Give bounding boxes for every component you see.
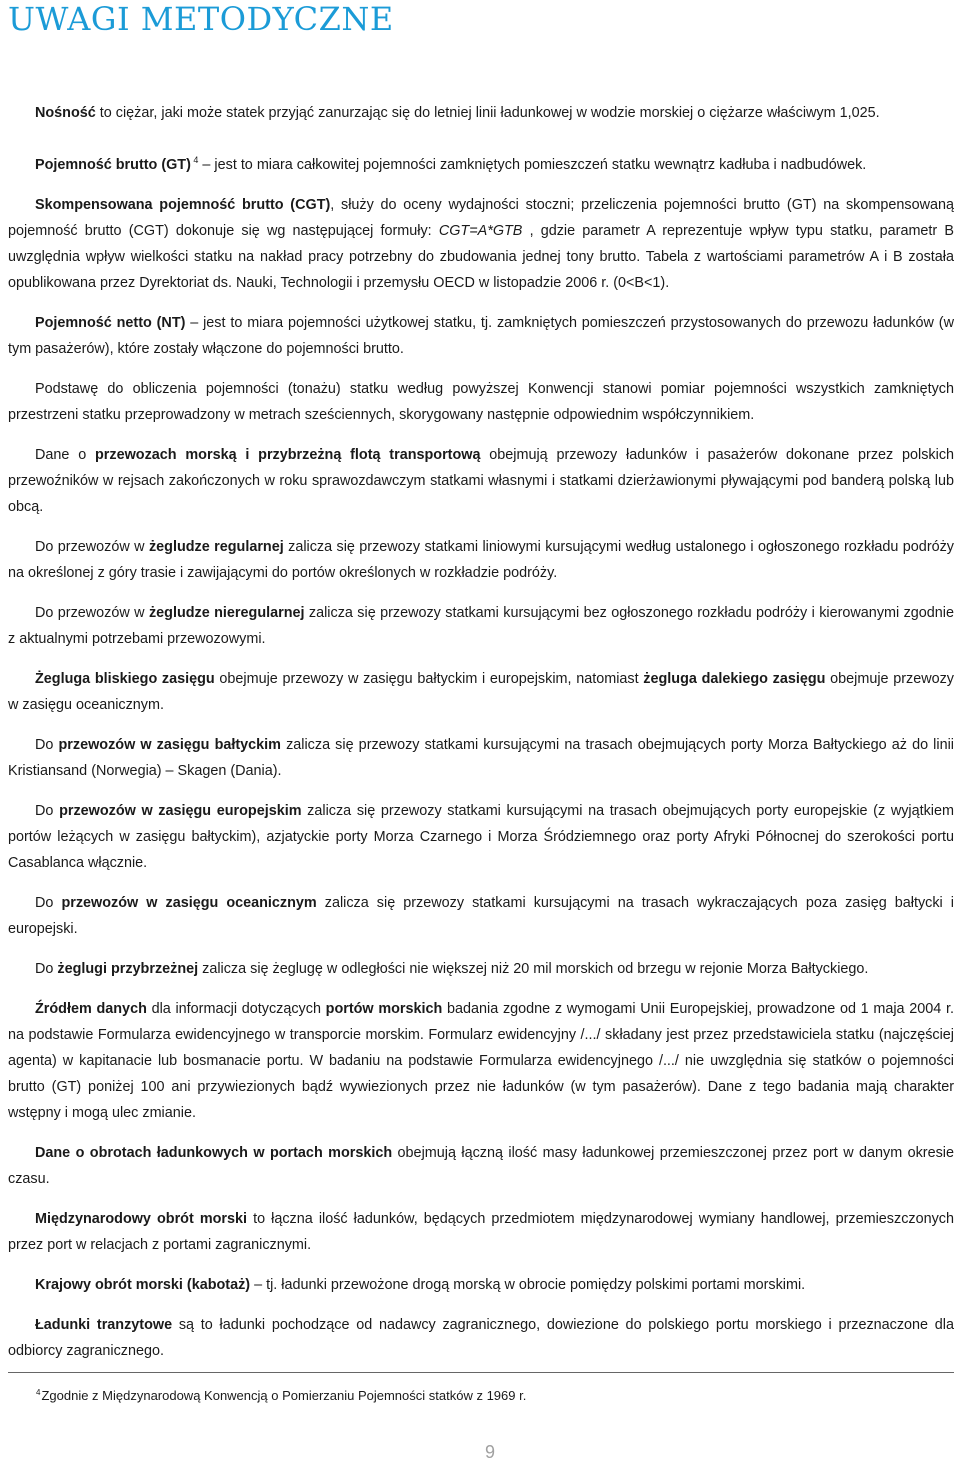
term: Żegluga bliskiego zasięgu	[35, 671, 215, 687]
paragraph	[8, 192, 954, 296]
paragraph	[8, 600, 954, 652]
text-run: – jest to miara całkowitej pojemności zamkniętych pomieszczeń statku wewnątrz kadłuba i nadbudówek.	[198, 157, 867, 173]
term: przewozach morską i przybrzeżną flotą transportową	[95, 447, 481, 463]
text-run: Do	[35, 737, 59, 753]
term: Ładunki tranzytowe	[35, 1317, 173, 1333]
page-title: UWAGI METODYCZNE	[8, 0, 394, 38]
text-run: zalicza się przewozy statkami kursującymi bez ogłoszonego rozkładu podróży i kierowanymi zgodnie z aktualnymi potrzebami przewozowymi.	[8, 605, 955, 647]
term: Nośność	[35, 105, 96, 121]
term: żegludze regularnej	[148, 539, 284, 555]
text-run: – jest to miara pojemności użytkowej statku, tj. zamkniętych pomieszczeń przystosowanych do przewozu ładunków (w tym pasażerów), które zostały włączone do pojemności brutto.	[8, 315, 954, 357]
term: Dane o obrotach ładunkowych w portach morskich	[35, 1145, 393, 1161]
text-run: są to ładunki pochodzące od nadawcy zagranicznego, dowiezione do polskiego portu morskiego i przeznaczone dla odbiorcy zagranicznego.	[8, 1317, 954, 1359]
paragraph	[8, 376, 954, 428]
text-run: obejmuje przewozy w zasięgu bałtyckim i europejskim, natomiast	[214, 671, 644, 687]
paragraph	[8, 100, 954, 126]
term: Pojemność brutto (GT)	[35, 157, 191, 173]
text-run: – tj. ładunki przewożone drogą morską w obrocie pomiędzy polskimi portami morskimi.	[250, 1277, 806, 1293]
text-run: obejmują łączną ilość masy ładunkowej przemieszczonej przez port w danym okresie czasu.	[8, 1145, 954, 1187]
text-run: Podstawę do obliczenia pojemności (tonażu) statku według powyższej Konwencji stanowi pomiar pojemności wszystkich zamkniętych przestrzeni statku przeprowadzony w metrach sześciennych, skorygowany następnie odpowiednim współczynnikiem.	[8, 381, 954, 423]
formula: CGT=A*GTB	[438, 223, 523, 239]
paragraph	[8, 890, 954, 942]
text-run: , gdzie parametr A reprezentuje wpływ typu statku, parametr B uwzględnia wpływ wielkości statku na nakład pracy potrzebny do zbudowania jednej tony brutto. Tabela z wartościami parametrów A i B została opublikowana przez Dyrektoriat ds. Nauki, Technologii i przemysłu OECD w listopadzie 2006 r. (0<B<1).	[8, 223, 954, 291]
term: Międzynarodowy obrót morski	[35, 1211, 248, 1227]
paragraph	[8, 1312, 954, 1364]
paragraph	[8, 798, 954, 876]
term: Źródłem danych	[35, 1001, 147, 1017]
term: żegluga dalekiego zasięgu	[643, 671, 826, 687]
term: Skompensowana pojemność brutto (CGT)	[35, 197, 331, 213]
text-run: zalicza się przewozy statkami kursującymi na trasach obejmujących porty Morza Bałtyckiego aż do linii Kristiansand (Norwegia) – Skagen (Dania).	[8, 737, 954, 779]
text-run: to łączna ilość ładunków, będących przedmiotem międzynarodowej wymiany handlowej, przemieszczonych przez port w relacjach z portami zagranicznymi.	[8, 1211, 954, 1253]
text-run: zalicza się przewozy statkami liniowymi kursującymi według ustalonego i ogłoszonego rozkładu podróży na określonej z góry trasie i zawijającymi do portów określonych w rozkładzie podróży.	[8, 539, 954, 581]
term: żeglugi przybrzeżnej	[57, 961, 199, 977]
text-run: , służy do oceny wydajności stoczni; przeliczenia pojemności brutto (GT) na skompensowaną pojemność brutto (CGT) dokonuje się wg następującej formuły:	[8, 197, 954, 239]
footnote-ref: 4	[190, 155, 199, 166]
paragraph	[8, 310, 954, 362]
term: przewozów w zasięgu bałtyckim	[58, 737, 281, 753]
text-run: Do	[35, 803, 60, 819]
paragraph	[8, 1140, 954, 1192]
footnote	[36, 1388, 526, 1403]
term: Pojemność netto (NT)	[35, 315, 186, 331]
text-run: dla informacji dotyczących	[146, 1001, 326, 1017]
text-run: zalicza się przewozy statkami kursującymi na trasach obejmujących porty europejskie (z wyjątkiem portów leżących w zasięgu bałtyckim), azjatyckie porty Morza Czarnego i Morza Śródziemnego oraz porty Afryki Północnej do szerokości portu Casablanca włącznie.	[8, 803, 954, 871]
paragraph	[8, 534, 954, 586]
text-run: Dane o	[35, 447, 96, 463]
text-run: Do	[35, 961, 58, 977]
text-run: Do	[35, 895, 62, 911]
term: przewozów w zasięgu europejskim	[59, 803, 302, 819]
paragraph	[8, 666, 954, 718]
text-run: to ciężar, jaki może statek przyjąć zanurzając się do letniej linii ładunkowej w wodzie morskiej o ciężarze właściwym 1,025.	[95, 105, 880, 121]
text-run: badania zgodne z wymogami Unii Europejskiej, prowadzone od 1 maja 2004 r. na podstawie Formularza ewidencyjnego w transporcie morskim. Formularz ewidencyjny /.../ składany jest przez przedstawiciela statku (najczęściej agenta) w kapitanacie lub bosmanacie portu. W badaniu na podstawie Formularza ewidencyjnego /.../ nie uwzględnia się statków o pojemności brutto (GT) poniżej 100 ani przywiezionych bądź wywiezionych przez nie ładunków (w tym pasażerów). Dane z tego badania mają charakter wstępny i mogą ulec zmianie.	[8, 1001, 954, 1121]
text-run: Do przewozów w	[35, 605, 149, 621]
term: przewozów w zasięgu oceanicznym	[61, 895, 317, 911]
term: portów morskich	[325, 1001, 443, 1017]
term: żegludze nieregularnej	[148, 605, 305, 621]
footnote-divider	[8, 1372, 954, 1373]
term: Krajowy obrót morski (kabotaż)	[35, 1277, 251, 1293]
paragraph	[8, 1272, 954, 1298]
text-run: Do przewozów w	[35, 539, 149, 555]
paragraph	[8, 732, 954, 784]
text-run: obejmują przewozy ładunków i pasażerów dokonane przez polskich przewoźników w rejsach zakończonych w roku sprawozdawczym statkami własnymi i statkami dzierżawionymi pływającymi pod banderą polską lub obcą.	[8, 447, 955, 515]
paragraph	[8, 442, 954, 520]
footnote-text: Zgodnie z Międzynarodową Konwencją o Pomierzaniu Pojemności statków z 1969 r.	[41, 1388, 527, 1403]
paragraph	[8, 956, 954, 982]
text-run: zalicza się żeglugę w odległości nie większej niż 20 mil morskich od brzegu w rejonie Morza Bałtyckiego.	[198, 961, 869, 977]
document-body	[8, 86, 954, 1364]
text-run: zalicza się przewozy statkami kursującymi na trasach wykraczających poza zasięg bałtycki i europejski.	[8, 895, 954, 937]
paragraph	[8, 1206, 954, 1258]
page-number: 9	[484, 1442, 495, 1462]
paragraph	[8, 152, 954, 178]
paragraph	[8, 996, 954, 1126]
text-run: obejmuje przewozy w zasięgu oceanicznym.	[8, 671, 955, 713]
footnote-number: 4	[36, 1387, 41, 1397]
